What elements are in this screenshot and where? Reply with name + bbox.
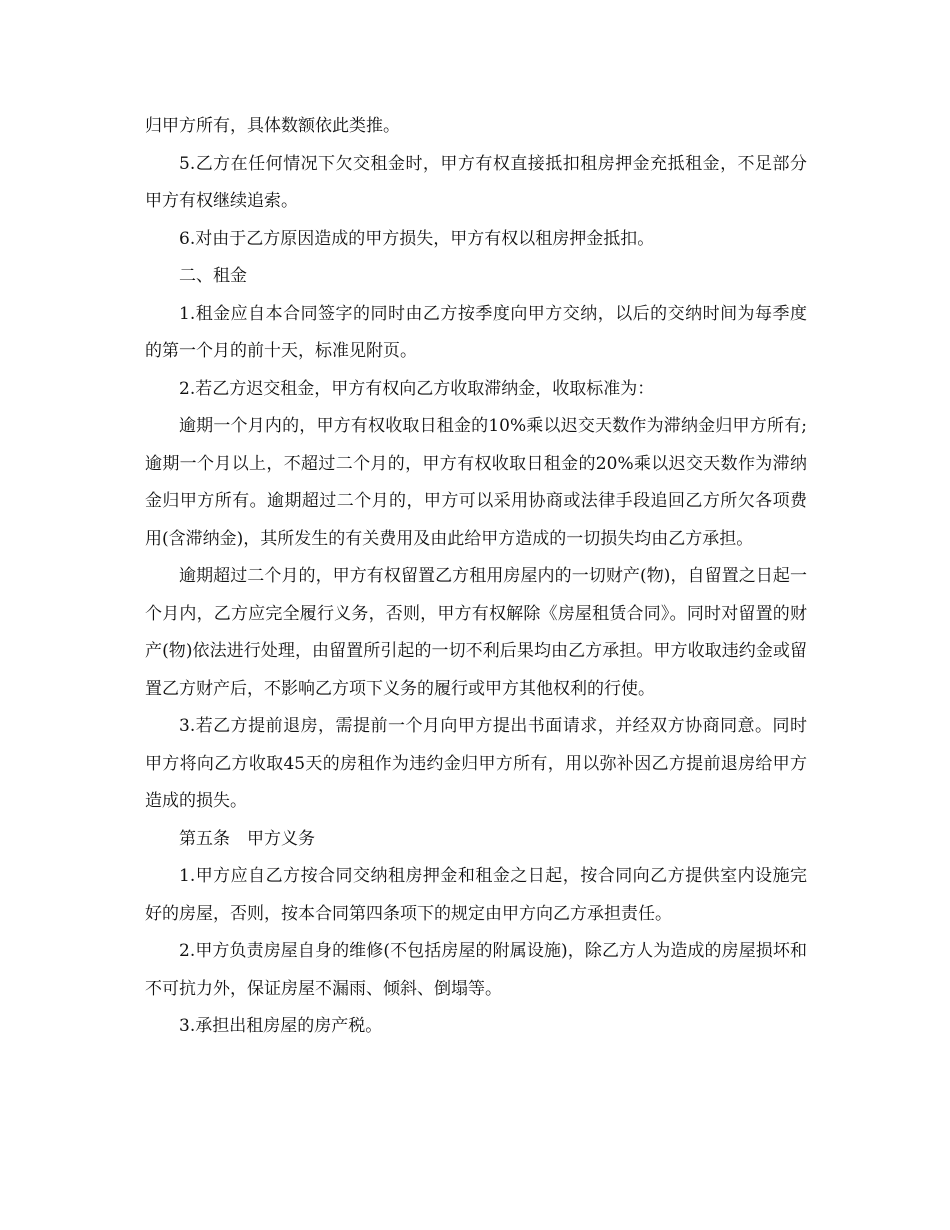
paragraph: 2.若乙方迟交租金，甲方有权向乙方收取滞纳金，收取标准为： bbox=[179, 378, 655, 399]
paragraph: 逾期超过二个月的，甲方有权留置乙方租用房屋内的一切财产(物)，自留置之日起一个月内，乙方应完全履行义务，否则，甲方有权解除《房屋租赁合同》。同时对留置的财产(物)依法进行处理，由留置所引起的一切不利后果均由乙方承担。甲方收取违约金或留置乙方财产后，不影响乙方项下义务的履行或甲方其他权利的行使。 bbox=[145, 566, 807, 699]
paragraph: 6.对由于乙方原因造成的甲方损失，甲方有权以租房押金抵扣。 bbox=[179, 228, 655, 249]
paragraph: 2.甲方负责房屋自身的维修(不包括房屋的附属设施)，除乙方人为造成的房屋损坏和不可抗力外，保证房屋不漏雨、倾斜、倒塌等。 bbox=[145, 941, 807, 999]
paragraph: 逾期一个月内的，甲方有权收取日租金的10%乘以迟交天数作为滞纳金归甲方所有;逾期一个月以上，不超过二个月的，甲方有权收取日租金的20%乘以迟交天数作为滞纳金归甲方所有。逾期超过二个月的，甲方可以采用协商或法律手段追回乙方所欠各项费用(含滞纳金)，其所发生的有关费用及由此给甲方造成的一切损失均由乙方承担。 bbox=[145, 416, 807, 549]
document-page bbox=[145, 108, 807, 1046]
section-heading: 二、租金 bbox=[179, 266, 247, 286]
paragraph: 3.承担出租房屋的房产税。 bbox=[179, 1016, 383, 1036]
paragraph: 5.乙方在任何情况下欠交租金时，甲方有权直接抵扣租房押金充抵租金，不足部分甲方有权继续追索。 bbox=[145, 153, 807, 211]
paragraph: 归甲方所有，具体数额依此类推。 bbox=[145, 116, 400, 136]
paragraph: 1.甲方应自乙方按合同交纳租房押金和租金之日起，按合同向乙方提供室内设施完好的房屋，否则，按本合同第四条项下的规定由甲方向乙方承担责任。 bbox=[145, 866, 807, 924]
article-heading: 第五条 甲方义务 bbox=[179, 828, 315, 849]
paragraph: 3.若乙方提前退房，需提前一个月向甲方提出书面请求，并经双方协商同意。同时甲方将向乙方收取45天的房租作为违约金归甲方所有，用以弥补因乙方提前退房给甲方造成的损失。 bbox=[145, 716, 807, 811]
paragraph: 1.租金应自本合同签字的同时由乙方按季度向甲方交纳，以后的交纳时间为每季度的第一个月的前十天，标准见附页。 bbox=[145, 303, 807, 361]
